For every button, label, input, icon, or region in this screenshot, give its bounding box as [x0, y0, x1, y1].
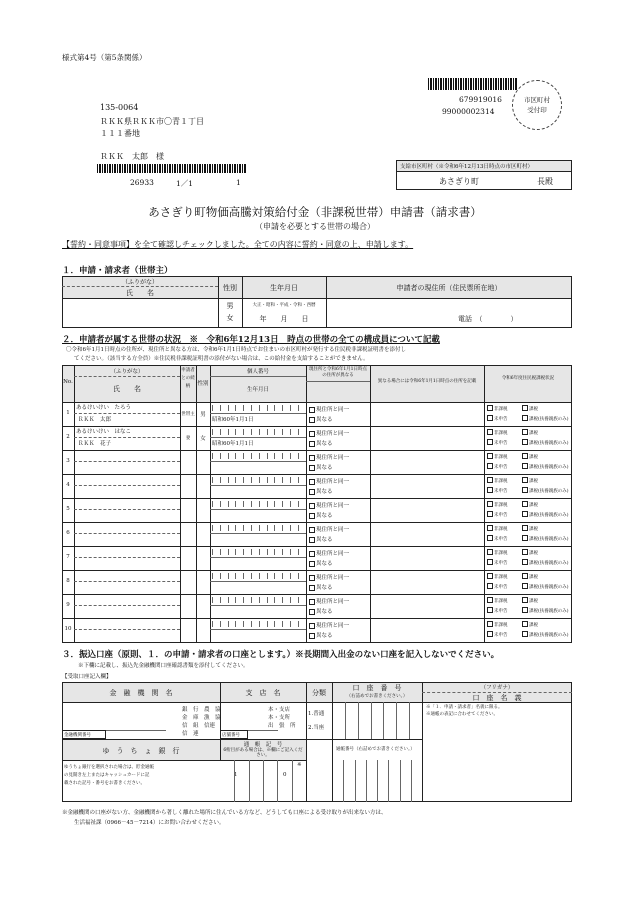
yucho-note-1: ゆうちょ銀行を選択された場合は、貯金通帳 [64, 765, 154, 770]
row-tax-option[interactable] [522, 525, 538, 532]
option-label: 課税(扶養親族のみ) [529, 512, 569, 518]
branch-type-2: 本・支所 [268, 715, 291, 721]
checkbox-icon[interactable] [487, 463, 493, 469]
municipality-header: 支給市区町村（※令和6年12月13日時点の市区町村） [400, 164, 533, 170]
row-dependent-tax-option[interactable] [522, 631, 569, 638]
bank-type-3: 信 組 信連 [182, 723, 216, 729]
option-label: 課税(扶養親族のみ) [529, 488, 569, 494]
row-unfiled-option[interactable] [487, 487, 508, 494]
row-number: 3 [66, 458, 70, 464]
option-label: 異なる [316, 537, 333, 543]
option-label: 現住所と同一 [316, 431, 350, 437]
sort-code: 26933 [130, 178, 154, 187]
option-label: 現住所と同一 [316, 599, 350, 605]
page-subtitle: （申請を必要とする世帯の場合） [255, 222, 375, 231]
option-label: 異なる [316, 513, 333, 519]
col-tax-status: 令和6年度住民税課税状況 [501, 376, 555, 381]
section-3-heading: ３．振込口座（原則、１．の申請・請求者の口座とします。）※長期間入出金のない口座を記入しないでください。 [62, 650, 500, 660]
checkbox-icon[interactable] [487, 535, 493, 541]
account-box-label: 【受取口座記入欄】 [62, 674, 112, 680]
row-number: 6 [66, 530, 70, 536]
col-jan-address: 現住所と令和6年1月1日時点の住所が異なる [308, 367, 368, 378]
holder-note-1: ※「１．申請・請求者」名義に限る。 [426, 705, 503, 710]
row-relationship[interactable]: 妻 [185, 436, 191, 441]
dob-ymd: 年 月 日 [259, 315, 309, 323]
checkbox-icon[interactable] [487, 429, 493, 435]
row-nontax-option[interactable] [487, 477, 508, 484]
checkbox-icon[interactable] [309, 551, 315, 557]
row-dependent-tax-option[interactable] [522, 463, 569, 470]
row-same-address-option[interactable] [309, 525, 349, 533]
address-line-1: ＲＫＫ県ＲＫＫ市〇青１丁目 [100, 117, 204, 126]
checkbox-icon[interactable] [487, 583, 493, 589]
female-option[interactable]: 女 [226, 314, 234, 322]
postal-code: 135-0064 [100, 103, 139, 112]
checkbox-icon[interactable] [487, 453, 493, 459]
yucho-note-3: 載された記号・番号をお書きください。 [64, 781, 145, 786]
row-unfiled-option[interactable] [487, 607, 508, 614]
row-same-address-option[interactable] [309, 429, 349, 437]
row-unfiled-option[interactable] [487, 583, 508, 590]
row-same-address-option[interactable] [309, 549, 349, 557]
checkbox-icon[interactable] [487, 573, 493, 579]
option-label: 課税 [529, 406, 538, 412]
option-label: 課税 [529, 430, 538, 436]
row-different-address-option[interactable] [309, 607, 333, 615]
row-tax-option[interactable] [522, 429, 538, 436]
checkbox-icon[interactable] [309, 417, 315, 423]
col-furigana: （ふりがな） [110, 369, 144, 375]
checkbox-icon[interactable] [522, 511, 528, 517]
branch-name-header: 支 店 名 [245, 689, 281, 697]
row-number: 8 [66, 578, 70, 584]
checkbox-icon[interactable] [487, 621, 493, 627]
option-label: 課税(扶養親族のみ) [529, 608, 569, 614]
checkbox-icon[interactable] [487, 511, 493, 517]
municipality-suffix: 長殿 [537, 177, 553, 186]
row-tax-option[interactable] [522, 477, 538, 484]
checkbox-icon[interactable] [522, 583, 528, 589]
option-label: 異なる [316, 585, 333, 591]
yucho-note-2: の見開き左上またはキャッシュカードに記 [64, 773, 150, 778]
option-label: 非課税 [494, 454, 508, 460]
option-label: 未申告 [494, 416, 508, 422]
bank-code-label: 金融機関番号 [64, 733, 91, 738]
row-dependent-tax-option[interactable] [522, 607, 569, 614]
branch-type-1: 本・支店 [268, 707, 291, 713]
checkbox-icon[interactable] [522, 549, 528, 555]
row-dependent-tax-option[interactable] [522, 559, 569, 566]
row-dependent-tax-option[interactable] [522, 511, 569, 518]
stamp-line-2: 受付印 [527, 106, 547, 114]
option-label: 非課税 [494, 502, 508, 508]
form-number: 様式第4号（第5条関係） [62, 53, 147, 62]
col-name: 氏 名 [113, 385, 141, 393]
row-furigana[interactable]: あるけいけい たろう [76, 405, 132, 411]
row-tax-option[interactable] [522, 501, 538, 508]
col-jan-address-detail: 異なる場合には令和6年1月1日時点の住所を記載 [377, 379, 477, 384]
option-label: 現住所と同一 [316, 479, 350, 485]
row-number: 9 [66, 602, 70, 608]
option-label: 異なる [316, 465, 333, 471]
option-label: 非課税 [494, 574, 508, 580]
category-header: 分類 [312, 689, 326, 697]
row-furigana[interactable]: あるけいけい はなこ [76, 429, 132, 435]
checkbox-icon[interactable] [309, 609, 315, 615]
checkbox-icon[interactable] [522, 631, 528, 637]
option-label: 未申告 [494, 608, 508, 614]
row-tax-option[interactable] [522, 453, 538, 460]
row-number: 5 [66, 506, 70, 512]
checkbox-icon[interactable] [522, 415, 528, 421]
option-label: 課税 [529, 454, 538, 460]
option-label: 異なる [316, 441, 333, 447]
municipality-box [396, 160, 572, 190]
option-label: 未申告 [494, 536, 508, 542]
copy-count: 1 [236, 178, 241, 187]
option-label: 未申告 [494, 464, 508, 470]
row-nontax-option[interactable] [487, 549, 508, 556]
checkbox-icon[interactable] [522, 501, 528, 507]
checkbox-icon[interactable] [309, 585, 315, 591]
row-same-address-option[interactable] [309, 405, 349, 413]
page-count: 1／1 [176, 179, 194, 188]
checkbox-icon[interactable] [522, 429, 528, 435]
row-tax-option[interactable] [522, 573, 538, 580]
checkbox-icon[interactable] [487, 559, 493, 565]
col-relationship: 申請者との続柄 [181, 368, 195, 389]
option-label: 異なる [316, 609, 333, 615]
row-different-address-option[interactable] [309, 535, 333, 543]
option-label: 課税(扶養親族のみ) [529, 464, 569, 470]
row-unfiled-option[interactable] [487, 463, 508, 470]
bank-account-table [62, 682, 572, 802]
checkbox-icon[interactable] [487, 439, 493, 445]
checkbox-icon[interactable] [309, 489, 315, 495]
row-number: 7 [66, 554, 70, 560]
option-label: 課税 [529, 502, 538, 508]
option-label: 未申告 [494, 560, 508, 566]
option-label: 異なる [316, 489, 333, 495]
option-label: 課税(扶養親族のみ) [529, 536, 569, 542]
checkbox-icon[interactable] [309, 455, 315, 461]
passbook-mark-label: 通 帳 記 号 [243, 742, 283, 748]
checkbox-icon[interactable] [522, 597, 528, 603]
barcode-number-1: 679919016 [459, 95, 502, 104]
option-label: 現住所と同一 [316, 527, 350, 533]
checkbox-icon[interactable] [309, 561, 315, 567]
option-label: 課税 [529, 574, 538, 580]
furigana-label: （ふりがな） [121, 279, 158, 286]
option-label: 未申告 [494, 488, 508, 494]
category-current[interactable]: 2.当座 [308, 725, 325, 731]
footer-note-2: 生活福祉課（0966－45－7214）にお問い合わせください。 [74, 820, 225, 826]
name-label: 氏 名 [126, 289, 154, 297]
row-same-address-option[interactable] [309, 477, 349, 485]
row-nontax-option[interactable] [487, 573, 508, 580]
checkbox-icon[interactable] [522, 487, 528, 493]
checkbox-icon[interactable] [487, 487, 493, 493]
holder-kana-header: （フリガナ） [480, 685, 514, 691]
row-name[interactable]: ＲＫＫ 太郎 [78, 417, 112, 423]
row-tax-option[interactable] [522, 597, 538, 604]
option-label: 非課税 [494, 622, 508, 628]
checkbox-icon[interactable] [522, 559, 528, 565]
option-label: 課税 [529, 598, 538, 604]
row-same-address-option[interactable] [309, 453, 349, 461]
section-2-note-2: てください。（該当する方全員）※住民税非課税証明書の添付がない場合は、この給付金を支給することができません。 [74, 356, 369, 362]
option-label: 非課税 [494, 526, 508, 532]
yucho-digit-0: 0 [283, 772, 287, 778]
row-dependent-tax-option[interactable] [522, 439, 569, 446]
row-different-address-option[interactable] [309, 583, 333, 591]
checkbox-icon[interactable] [487, 597, 493, 603]
option-label: 課税(扶養親族のみ) [529, 560, 569, 566]
option-label: 課税 [529, 478, 538, 484]
checkbox-icon[interactable] [487, 525, 493, 531]
barcode [428, 78, 518, 90]
bank-name-header: 金 融 機 関 名 [109, 689, 173, 697]
yucho-label: ゆ う ち ょ 銀 行 [102, 747, 180, 755]
option-label: 未申告 [494, 584, 508, 590]
section-1-heading: １．申請・請求者（世帯主） [62, 266, 173, 276]
passbook-digit-boxes[interactable] [332, 760, 422, 802]
row-unfiled-option[interactable] [487, 415, 508, 422]
address-label: 申請者の現住所（住民票所在地） [396, 284, 502, 292]
dob-label: 生年月日 [270, 284, 298, 292]
row-nontax-option[interactable] [487, 429, 508, 436]
row-number: 1 [66, 410, 70, 416]
option-label: 異なる [316, 633, 333, 639]
checkbox-icon[interactable] [309, 633, 315, 639]
row-unfiled-option[interactable] [487, 511, 508, 518]
checkbox-icon[interactable] [522, 453, 528, 459]
checkbox-icon[interactable] [309, 441, 315, 447]
section-2-note-1: 〇令和6年1月1日時点の住所が、現住所と異なる方は、令和6年1月1日時点でお住まいの市区町村が発行する住民税非課税証明書を添付し [66, 347, 407, 353]
passbook-number-label: 通帳番号（右詰めでお書きください。） [336, 747, 415, 752]
checkbox-icon[interactable] [309, 513, 315, 519]
option-label: 未申告 [494, 440, 508, 446]
section-2-heading: ２．申請者が属する世帯の状況 ※ 令和6年12月13日 時点の世帯の全ての構成員について記載 [62, 335, 440, 345]
checkbox-icon[interactable] [522, 535, 528, 541]
option-label: 未申告 [494, 632, 508, 638]
row-tax-option[interactable] [522, 621, 538, 628]
row-same-address-option[interactable] [309, 597, 349, 605]
checkbox-icon[interactable] [487, 405, 493, 411]
checkbox-icon[interactable] [309, 599, 315, 605]
row-name[interactable]: ＲＫＫ 花子 [78, 441, 112, 447]
postal-barcode [97, 164, 247, 173]
checkbox-icon[interactable] [522, 525, 528, 531]
option-label: 現住所と同一 [316, 623, 350, 629]
col-sex: 性別 [197, 381, 209, 387]
row-sex[interactable]: 男 [200, 412, 206, 418]
row-different-address-option[interactable] [309, 463, 333, 471]
checkbox-icon[interactable] [309, 575, 315, 581]
col-my-number: 個人番号 [246, 369, 269, 375]
option-label: 課税(扶養親族のみ) [529, 584, 569, 590]
account-digit-boxes[interactable] [332, 702, 422, 739]
checkbox-icon[interactable] [487, 501, 493, 507]
option-label: 課税(扶養親族のみ) [529, 632, 569, 638]
row-dependent-tax-option[interactable] [522, 487, 569, 494]
page-title: あさぎり町物価高騰対策給付金（非課税世帯）申請書（請求書） [148, 205, 482, 219]
option-label: 現住所と同一 [316, 503, 350, 509]
row-different-address-option[interactable] [309, 631, 333, 639]
col-dob: 生年月日 [246, 387, 269, 393]
row-relationship[interactable]: 世帯主 [181, 412, 195, 417]
option-label: 現住所と同一 [316, 407, 350, 413]
male-option[interactable]: 男 [226, 302, 234, 310]
bank-type-4: 信 連 [182, 731, 199, 737]
row-sex[interactable]: 女 [200, 436, 206, 442]
row-different-address-option[interactable] [309, 487, 333, 495]
option-label: 課税(扶養親族のみ) [529, 416, 569, 422]
category-ordinary[interactable]: 1.普通 [308, 711, 325, 717]
checkbox-icon[interactable] [309, 527, 315, 533]
address-line-2: １１１番地 [100, 129, 140, 138]
applicant-table [62, 276, 572, 328]
checkbox-icon[interactable] [522, 477, 528, 483]
checkbox-icon[interactable] [309, 407, 315, 413]
checkbox-icon[interactable] [487, 477, 493, 483]
option-label: 非課税 [494, 598, 508, 604]
option-label: 非課税 [494, 406, 508, 412]
option-label: 課税(扶養親族のみ) [529, 440, 569, 446]
sex-label: 性別 [223, 284, 237, 292]
pledge-statement: 【誓約・同意事項】を全て確認しチェックしました。全ての内容に誓約・同意の上、申請します。 [62, 240, 414, 249]
row-tax-option[interactable] [522, 405, 538, 412]
reception-stamp [512, 80, 562, 130]
row-unfiled-option[interactable] [487, 559, 508, 566]
option-label: 課税 [529, 526, 538, 532]
phone-field[interactable]: 電話 （ ） [458, 315, 518, 323]
row-nontax-option[interactable] [487, 597, 508, 604]
option-label: 課税 [529, 550, 538, 556]
row-nontax-option[interactable] [487, 405, 508, 412]
account-number-header: 口 座 番 号 [352, 684, 402, 692]
option-label: 非課税 [494, 550, 508, 556]
row-dob[interactable]: 昭和60年1月1日 [212, 417, 254, 423]
row-nontax-option[interactable] [487, 621, 508, 628]
checkbox-icon[interactable] [487, 415, 493, 421]
row-dob[interactable]: 昭和60年1月1日 [212, 441, 254, 447]
checkbox-icon[interactable] [487, 607, 493, 613]
option-label: 現住所と同一 [316, 575, 350, 581]
era-options[interactable]: 大正・昭和・平成・令和・西暦 [252, 303, 316, 308]
bank-type-2: 金 庫 漁 協 [182, 715, 221, 721]
checkbox-icon[interactable] [522, 573, 528, 579]
option-label: 課税 [529, 622, 538, 628]
holder-header: 口 座 名 義 [472, 694, 522, 702]
checkbox-icon[interactable] [309, 623, 315, 629]
row-unfiled-option[interactable] [487, 535, 508, 542]
option-label: 非課税 [494, 430, 508, 436]
row-number: 4 [66, 482, 70, 488]
checkbox-icon[interactable] [487, 549, 493, 555]
footer-note-1: ※金融機関の口座がない方、金融機関から著しく離れた場所に住んでいる方など、どうしても口座による受け取りが出来ない方は、 [62, 810, 387, 816]
checkbox-icon[interactable] [487, 631, 493, 637]
checkbox-icon[interactable] [309, 431, 315, 437]
checkbox-icon[interactable] [309, 465, 315, 471]
row-nontax-option[interactable] [487, 453, 508, 460]
option-label: 異なる [316, 417, 333, 423]
addressee-name: ＲＫＫ 太郎 様 [100, 152, 164, 161]
barcode-number-2: 99000002314 [442, 107, 495, 116]
checkbox-icon[interactable] [522, 439, 528, 445]
row-different-address-option[interactable] [309, 415, 333, 423]
checkbox-icon[interactable] [309, 503, 315, 509]
row-dependent-tax-option[interactable] [522, 415, 569, 422]
row-dependent-tax-option[interactable] [522, 583, 569, 590]
yucho-star: ※ [297, 762, 302, 768]
bank-type-1: 銀 行 農 協 [182, 707, 221, 713]
checkbox-icon[interactable] [522, 607, 528, 613]
option-label: 現住所と同一 [316, 551, 350, 557]
row-nontax-option[interactable] [487, 525, 508, 532]
checkbox-icon[interactable] [522, 621, 528, 627]
row-unfiled-option[interactable] [487, 631, 508, 638]
row-tax-option[interactable] [522, 549, 538, 556]
holder-note-2: ※通帳の表記に合わせてください。 [426, 712, 498, 717]
row-dependent-tax-option[interactable] [522, 535, 569, 542]
branch-code-label: 店舗番号 [222, 733, 240, 738]
row-different-address-option[interactable] [309, 559, 333, 567]
option-label: 現住所と同一 [316, 455, 350, 461]
checkbox-icon[interactable] [522, 463, 528, 469]
checkbox-icon[interactable] [309, 479, 315, 485]
yucho-digit-boxes[interactable] [220, 760, 306, 802]
stamp-line-1: 市区町村 [524, 96, 550, 104]
option-label: 異なる [316, 561, 333, 567]
row-number: 2 [66, 434, 70, 440]
passbook-mark-note: 6桁目がある場合は、※欄にご記入ください。 [223, 748, 303, 758]
yucho-digit-1: 1 [234, 772, 238, 778]
row-same-address-option[interactable] [309, 621, 349, 629]
row-different-address-option[interactable] [309, 439, 333, 447]
row-different-address-option[interactable] [309, 511, 333, 519]
row-nontax-option[interactable] [487, 501, 508, 508]
row-same-address-option[interactable] [309, 501, 349, 509]
household-table [62, 365, 572, 643]
option-label: 非課税 [494, 478, 508, 484]
right-align-note: （右詰めでお書きください。） [346, 694, 408, 699]
branch-type-3: 出 張 所 [268, 723, 296, 729]
option-label: 未申告 [494, 512, 508, 518]
municipality-name: あさぎり町 [439, 177, 479, 186]
row-number: 10 [64, 626, 72, 632]
checkbox-icon[interactable] [309, 537, 315, 543]
col-no: No. [63, 379, 73, 385]
row-unfiled-option[interactable] [487, 439, 508, 446]
checkbox-icon[interactable] [522, 405, 528, 411]
row-same-address-option[interactable] [309, 573, 349, 581]
section-3-note: ※下欄に記載し、振込先金融機関口座確認書類を添付してください。 [78, 663, 249, 669]
